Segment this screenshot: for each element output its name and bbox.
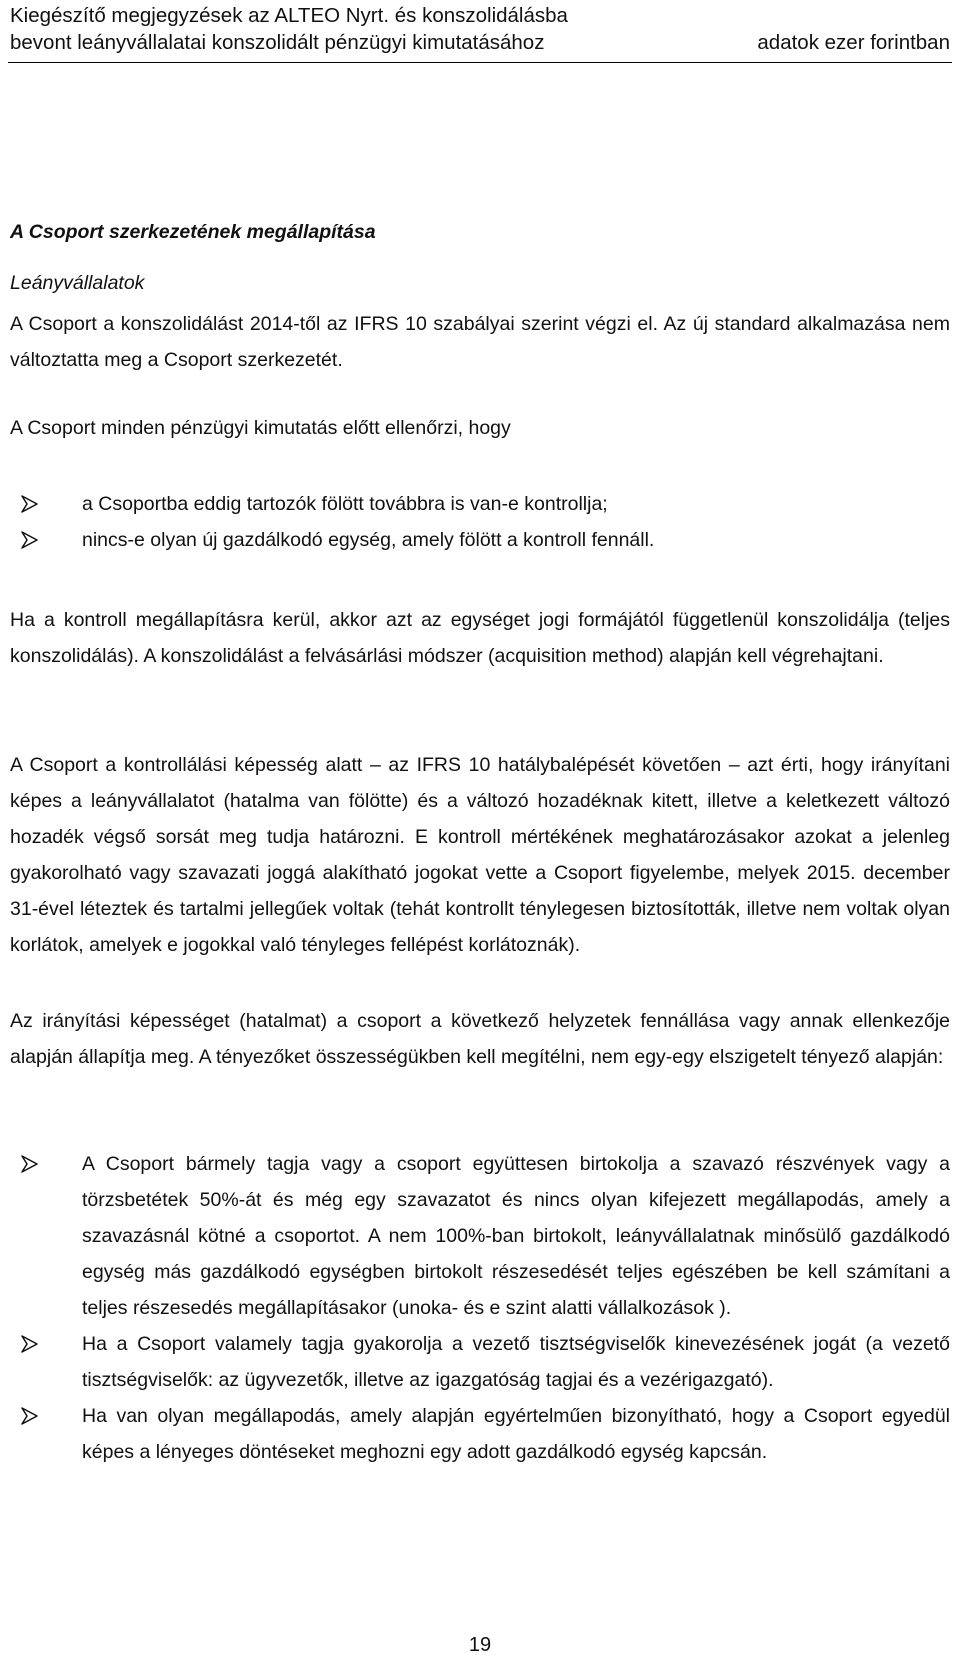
paragraph-power: Az irányítási képességet (hatalmat) a csoport a következő helyzetek fennállása vagy annak ellenkezője alapján állapítja meg. A tényezőket összességükben kell megítélni, nem egy-egy elszigetelt tényező alapján: bbox=[10, 1010, 950, 1068]
page-number: 19 bbox=[468, 1634, 492, 1656]
page-header bbox=[10, 2, 950, 56]
list-item-text: nincs-e olyan új gazdálkodó egység, amely fölött a kontroll fennáll. bbox=[82, 529, 655, 551]
list-item bbox=[10, 1326, 950, 1398]
subsection-title: Leányvállalatok bbox=[10, 272, 145, 294]
paragraph-check-intro: A Csoport minden pénzügyi kimutatás előtt ellenőrzi, hogy bbox=[10, 417, 511, 439]
bullet-list-checks bbox=[10, 486, 950, 558]
list-item-text: a Csoportba eddig tartozók fölött továbbra is van-e kontrollja; bbox=[82, 493, 608, 515]
header-line-1: Kiegészítő megjegyzések az ALTEO Nyrt. és konszolidálásba bbox=[10, 4, 568, 27]
list-item-text: Ha a Csoport valamely tagja gyakorolja a vezető tisztségviselők kinevezésének jogát (a vezető tisztségviselők: az ügyvezetők, illetve az igazgatóság tagjai és a vezérigazgató). bbox=[82, 1333, 950, 1391]
list-item bbox=[10, 522, 950, 558]
list-item-text: Ha van olyan megállapodás, amely alapján egyértelműen bizonyítható, hogy a Csoport egyedül képes a lényeges döntéseket meghozni egy adott gazdálkodó egység kapcsán. bbox=[82, 1405, 950, 1463]
bullet-list-factors bbox=[10, 1146, 950, 1470]
arrow-bullet-icon bbox=[20, 522, 40, 570]
list-item bbox=[10, 1398, 950, 1470]
list-item-text: A Csoport bármely tagja vagy a csoport együttesen birtokolja a szavazó részvények vagy a törzsbetétek 50%-át és még egy szavazatot és nincs olyan kifejezett megállapodás, amely a szavazásnál kötné a csoportot. A nem 100%-ban birtokolt, leányvállalatnak minősülő gazdálkodó egység más gazdálkodó egységben birtokolt részesedését teljes egészében be kell számítani a teljes részesedés megállapításakor (unoka- és e szint alatti vállalkozások ). bbox=[82, 1153, 950, 1319]
header-divider bbox=[8, 62, 952, 63]
arrow-bullet-icon bbox=[20, 1146, 40, 1194]
header-units: adatok ezer forintban bbox=[757, 31, 950, 54]
arrow-bullet-icon bbox=[20, 1326, 40, 1374]
paragraph-control: A Csoport a kontrollálási képesség alatt – az IFRS 10 hatálybalépését követően – azt érti, hogy irányítani képes a leányvállalatot (hatalma van fölötte) és a változó hozadéknak kitett, illetve a keletkezett változó hozadék végső sorsát meg tudja határozni. E kontroll mértékének meghatározásakor azokat a jelenleg gyakorolható vagy szavazati joggá alakítható jogokat vette a Csoport figyelembe, melyek 2015. december 31-ével léteztek és tartalmi jellegűek voltak (tehát kontrollt ténylegesen biztosították, illetve nem voltak olyan korlátok, amelyek e jogokkal való tényleges fellépést korlátoznák). bbox=[10, 754, 950, 956]
header-line-2: bevont leányvállalatai konszolidált pénzügyi kimutatásához bbox=[10, 31, 545, 54]
section-title: A Csoport szerkezetének megállapítása bbox=[10, 221, 376, 243]
arrow-bullet-icon bbox=[20, 1398, 40, 1446]
list-item bbox=[10, 486, 950, 522]
list-item bbox=[10, 1146, 950, 1326]
paragraph-ifrs: A Csoport a konszolidálást 2014-től az IFRS 10 szabályai szerint végzi el. Az új standard alkalmazása nem változtatta meg a Csoport szerkezetét. bbox=[10, 313, 950, 371]
paragraph-consolidation: Ha a kontroll megállapításra kerül, akkor azt az egységet jogi formájától függetlenül konszolidálja (teljes konszolidálás). A konszolidálást a felvásárlási módszer (acquisition method) alapján kell végrehajtani. bbox=[10, 609, 950, 667]
